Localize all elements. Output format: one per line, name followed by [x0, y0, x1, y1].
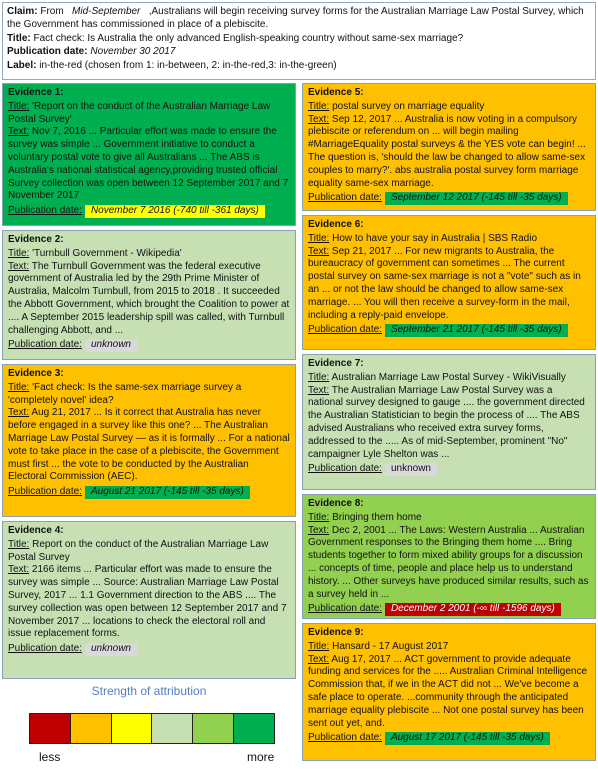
claim-emphasis: Mid-September [72, 6, 141, 17]
legend-swatch-5 [193, 714, 234, 743]
claim-title-label: Title: [7, 32, 31, 44]
evidence-heading: Evidence 7: [308, 358, 364, 369]
evidence-card-9 [302, 623, 596, 761]
evidence-text-line [308, 114, 590, 191]
evidence-column-left [2, 83, 296, 679]
evidence-pubdate-tag: August 17 2017 (-145 till -35 days) [385, 732, 550, 745]
evidence-text-line [8, 126, 290, 203]
evidence-text-label: Text: [308, 384, 330, 396]
claim-label-line [7, 60, 591, 73]
evidence-pubdate-line [8, 643, 290, 656]
claim-pre: From [40, 6, 64, 17]
legend-less-label: less [39, 750, 61, 764]
evidence-text-line [8, 261, 290, 338]
evidence-text: 2166 items ... Particular effort was made to ensure the survey was simple ... Source: Australian Marriage Law Postal Survey, 2017 ... 1.1 Government direction to the ABS .... The survey collection was open between 12 September 2017 and 7 November 2017 ... locations to check the electoral roll and issue replacement forms. [8, 564, 287, 640]
legend-swatch-3 [112, 714, 153, 743]
claim-title-line [7, 33, 591, 46]
evidence-card-1 [2, 83, 296, 226]
evidence-heading: Evidence 2: [8, 234, 64, 245]
evidence-heading: Evidence 8: [308, 498, 364, 509]
evidence-pubdate-label: Publication date: [308, 603, 382, 615]
legend-swatch-2 [71, 714, 112, 743]
evidence-text-label: Text: [8, 126, 30, 138]
evidence-pubdate-tag: November 7 2016 (-740 till -361 days) [85, 205, 265, 218]
evidence-text-line [308, 385, 590, 462]
claim-label-label: Label: [7, 60, 37, 72]
claim-pubdate-label: Publication date: [7, 46, 88, 58]
evidence-title-label: Title: [308, 100, 330, 112]
legend-more-label: more [247, 750, 275, 764]
evidence-text: Dec 2, 2001 ... The Laws: Western Australia ... Australian Government responses to the Bringing them home .... Bring students together to form mixed ability groups for a discussion ... concepts of time, people and place help us to understand history. ... Other surveys have produced similar results, such as a survey held in ... [308, 524, 589, 600]
evidence-title: Bringing them home [329, 511, 422, 523]
evidence-pubdate-tag: September 12 2017 (-145 till -35 days) [385, 192, 568, 205]
evidence-text: Sep 21, 2017 ... For new migrants to Australia, the bureaucracy of government can sometimes ... The current postal survey on same-sex marriage is not a "vote" such as in an ... or not the law should be changed to allow same-sex marriage. ... You will then receive a survey-form in the mail, including a reply-paid envelope. [308, 245, 581, 321]
evidence-title-label: Title: [308, 640, 330, 652]
evidence-pubdate-line [8, 486, 290, 499]
evidence-text: The Australian Marriage Law Postal Survey was a national survey designed to gauge .... the government directed the Australian Statistician to begin the process of .... The ABS advised Australians who received extra survey forms, addressed to the ..... As of mid-September, prominent "No" campaigner Lyle Shelton was ... [308, 384, 585, 460]
evidence-pubdate-label: Publication date: [308, 732, 382, 744]
claim-pubdate: November 30 2017 [90, 46, 176, 58]
evidence-title-line [308, 233, 590, 246]
evidence-pubdate-label: Publication date: [8, 486, 82, 498]
evidence-pubdate-line [308, 732, 590, 745]
evidence-title-line [308, 641, 590, 654]
evidence-text-label: Text: [8, 407, 30, 419]
evidence-title: How to have your say in Australia | SBS Radio [329, 232, 538, 244]
evidence-text-line [8, 407, 290, 484]
evidence-text: The Turnbull Government was the federal executive government of Australia led by the 29th Prime Minister of Australia, Malcolm Turnbull, from 2015 to 2018 . It succeeded the Abbott Government, which brought the Coalition to power at .... A September 2015 leadership spill was called, with Turnbull challenging Abbott, and ... [8, 260, 290, 336]
evidence-pubdate-line [308, 324, 590, 337]
evidence-column-right [302, 83, 596, 761]
claim-label-value: in-the-red (chosen from 1: in-between, 2: in-the-red,3: in-the-green) [39, 60, 337, 72]
evidence-text-label: Text: [308, 653, 330, 665]
evidence-heading: Evidence 1: [8, 87, 64, 98]
evidence-pubdate-line [308, 192, 590, 205]
evidence-pubdate-label: Publication date: [8, 339, 82, 351]
evidence-text-label: Text: [308, 113, 330, 125]
evidence-heading: Evidence 6: [308, 219, 364, 230]
evidence-pubdate-label: Publication date: [308, 192, 382, 204]
evidence-text-label: Text: [308, 245, 330, 257]
evidence-text-line [8, 564, 290, 641]
evidence-pubdate-tag: August 21 2017 (-145 till -35 days) [85, 486, 250, 499]
evidence-pubdate-label: Publication date: [308, 463, 382, 475]
evidence-text-line [308, 525, 590, 602]
legend-swatch-4 [152, 714, 193, 743]
claim-pubdate-line [7, 46, 591, 59]
evidence-text-line [308, 654, 590, 731]
claim-title: Fact check: Is Australia the only advanced English-speaking country without same-sex marriage? [33, 32, 464, 44]
evidence-pubdate-label: Publication date: [8, 205, 82, 217]
evidence-title: Hansard - 17 August 2017 [329, 640, 449, 652]
evidence-title-label: Title: [308, 371, 330, 383]
claim-text: ,Australians will begin receiving survey forms for the Australian Marriage Law Postal Survey, which the Government has commissioned in place of a plebiscite. [7, 6, 584, 30]
evidence-title: Report on the conduct of the Australian Marriage Law Postal Survey [8, 538, 269, 563]
evidence-title: 'Turnbull Government - Wikipedia' [29, 247, 182, 259]
evidence-text-label: Text: [8, 564, 30, 576]
evidence-title-line [308, 512, 590, 525]
evidence-text-line [308, 246, 590, 323]
evidence-title-line [8, 101, 290, 127]
claim-panel [2, 2, 596, 80]
evidence-heading: Evidence 4: [8, 525, 64, 536]
evidence-pubdate-line [8, 205, 290, 218]
evidence-title-line [308, 101, 590, 114]
evidence-text-label: Text: [8, 260, 30, 272]
legend-swatch-6 [234, 714, 274, 743]
evidence-pubdate-label: Publication date: [308, 324, 382, 336]
evidence-card-8 [302, 494, 596, 619]
evidence-heading: Evidence 5: [308, 87, 364, 98]
evidence-text-label: Text: [308, 524, 330, 536]
evidence-pubdate-tag: September 21 2017 (-145 till -35 days) [385, 324, 568, 337]
attribution-legend [2, 680, 296, 768]
evidence-title-label: Title: [308, 232, 330, 244]
evidence-title: Australian Marriage Law Postal Survey - WikiVisually [329, 371, 566, 383]
evidence-pubdate-tag: unknown [85, 643, 137, 656]
evidence-title-label: Title: [8, 538, 30, 550]
evidence-title: 'Fact check: Is the same-sex marriage survey a 'completely novel' idea? [8, 381, 242, 406]
evidence-card-5 [302, 83, 596, 211]
evidence-pubdate-tag: unknown [85, 339, 137, 352]
evidence-title-line [308, 372, 590, 385]
evidence-title: postal survey on marriage equality [329, 100, 485, 112]
evidence-title-label: Title: [8, 381, 30, 393]
evidence-title-line [8, 248, 290, 261]
evidence-card-6 [302, 215, 596, 350]
legend-title: Strength of attribution [91, 684, 207, 698]
legend-swatch-1 [30, 714, 71, 743]
evidence-pubdate-tag: December 2 2001 (-∞ till -1596 days) [385, 603, 561, 616]
evidence-title-label: Title: [8, 247, 30, 259]
evidence-pubdate-line [8, 339, 290, 352]
evidence-pubdate-tag: unknown [385, 463, 437, 476]
evidence-heading: Evidence 3: [8, 368, 64, 379]
evidence-heading: Evidence 9: [308, 627, 364, 638]
evidence-text: Aug 17, 2017 ... ACT government to provide adequate funding and services for the ..... Australian Criminal Intelligence Commission that, if we in the ACT did not ... We've become a safe place to operate. ...community through the anticipated marriage equality plebiscite ... Not one postal survey has been sent out yet, and. [308, 653, 588, 729]
evidence-text: Aug 21, 2017 ... Is it correct that Australia has never before engaged in a survey like this one? ... The Australian Marriage Law Postal Survey — as it is formally ... For a national vote to take place in the case of a plebiscite, the Government must first ... the vote to be conducted by the Australian Electoral Commission (AEC). [8, 407, 290, 483]
evidence-text: Sep 12, 2017 ... Australia is now voting in a compulsory plebiscite or referendum on ... will begin mailing #MarriageEquality postal surveys & the YES vote can begin! ... The question is, 'should the law be changed to allow same-sex couples to marry?'. abs australia postal survey form marriage equality same-sex marriage. [308, 113, 586, 189]
evidence-title-label: Title: [8, 100, 30, 112]
evidence-title-line [8, 382, 290, 408]
claim-line [7, 6, 591, 32]
evidence-pubdate-line [308, 603, 590, 616]
legend-color-scale [29, 713, 275, 744]
evidence-title-line [8, 539, 290, 565]
evidence-card-4 [2, 521, 296, 679]
evidence-card-3 [2, 364, 296, 517]
evidence-title: 'Report on the conduct of the Australian Marriage Law Postal Survey' [8, 100, 271, 125]
evidence-pubdate-line [308, 463, 590, 476]
evidence-pubdate-label: Publication date: [8, 643, 82, 655]
evidence-text: Nov 7, 2016 ... Particular effort was made to ensure the survey was simple ... Government initiative to conduct a voluntary postal vote to give all Australians ... The ABS is Australia's national statistical agency,providing trusted official Survey collection was open between 12 September 2017 and 7 November 2017 [8, 126, 289, 202]
evidence-card-2 [2, 230, 296, 360]
evidence-card-7 [302, 354, 596, 490]
evidence-title-label: Title: [308, 511, 330, 523]
claim-label: Claim: [7, 6, 38, 17]
